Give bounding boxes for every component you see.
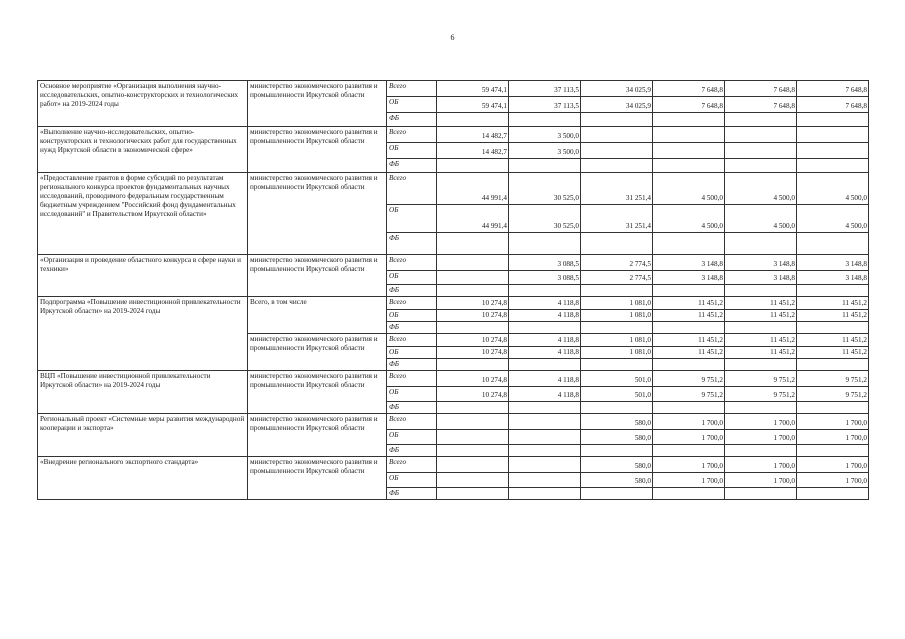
amount-cell: 4 118,8 xyxy=(509,387,581,402)
amount-cell xyxy=(509,488,581,500)
activity-name-cell: Региональный проект «Системные меры развития международной кооперации и экспорта» xyxy=(38,414,248,457)
amount-cell xyxy=(437,488,509,500)
executor-cell: министерство экономического развития и промышленности Иркутской области xyxy=(248,334,387,371)
amount-cell: 7 648,8 xyxy=(653,97,725,113)
funding-source-cell: ОБ xyxy=(387,271,437,285)
amount-cell: 11 451,2 xyxy=(797,297,869,310)
amount-cell: 1 700,0 xyxy=(725,457,797,473)
amount-cell: 9 751,2 xyxy=(653,371,725,387)
amount-cell xyxy=(509,359,581,371)
amount-cell: 7 648,8 xyxy=(653,81,725,97)
amount-cell: 3 148,8 xyxy=(725,271,797,285)
amount-cell xyxy=(653,159,725,173)
amount-cell: 10 274,8 xyxy=(437,297,509,310)
funding-source-cell: ОБ xyxy=(387,473,437,488)
table-row xyxy=(38,81,869,97)
funding-source-cell: Всего xyxy=(387,173,437,205)
amount-cell: 14 482,7 xyxy=(437,127,509,143)
amount-cell: 3 148,8 xyxy=(797,271,869,285)
amount-cell xyxy=(581,445,653,457)
amount-cell: 9 751,2 xyxy=(725,371,797,387)
amount-cell xyxy=(509,473,581,488)
funding-source-cell: ФБ xyxy=(387,402,437,414)
funding-source-cell: Всего xyxy=(387,297,437,310)
amount-cell: 580,0 xyxy=(581,457,653,473)
amount-cell: 10 274,8 xyxy=(437,334,509,347)
amount-cell: 11 451,2 xyxy=(725,310,797,322)
amount-cell xyxy=(725,143,797,159)
amount-cell: 7 648,8 xyxy=(797,97,869,113)
amount-cell xyxy=(725,445,797,457)
amount-cell xyxy=(437,159,509,173)
budget-table xyxy=(37,80,869,500)
amount-cell: 37 113,5 xyxy=(509,81,581,97)
amount-cell xyxy=(797,488,869,500)
amount-cell xyxy=(725,488,797,500)
amount-cell: 9 751,2 xyxy=(797,387,869,402)
amount-cell: 44 991,4 xyxy=(437,205,509,233)
amount-cell: 10 274,8 xyxy=(437,347,509,359)
amount-cell xyxy=(437,285,509,297)
amount-cell xyxy=(437,430,509,445)
executor-cell: министерство экономического развития и промышленности Иркутской области xyxy=(248,255,387,297)
funding-source-cell: ОБ xyxy=(387,143,437,159)
amount-cell: 10 274,8 xyxy=(437,371,509,387)
amount-cell: 11 451,2 xyxy=(653,297,725,310)
amount-cell: 4 500,0 xyxy=(653,205,725,233)
amount-cell: 4 118,8 xyxy=(509,310,581,322)
amount-cell xyxy=(509,285,581,297)
amount-cell: 4 118,8 xyxy=(509,347,581,359)
funding-source-cell: Всего xyxy=(387,457,437,473)
amount-cell xyxy=(437,457,509,473)
amount-cell: 7 648,8 xyxy=(725,81,797,97)
amount-cell: 4 500,0 xyxy=(797,173,869,205)
funding-source-cell: Всего xyxy=(387,81,437,97)
amount-cell xyxy=(797,113,869,127)
funding-source-cell: ОБ xyxy=(387,347,437,359)
amount-cell: 3 500,0 xyxy=(509,143,581,159)
funding-source-cell: ОБ xyxy=(387,97,437,113)
funding-source-cell: ФБ xyxy=(387,359,437,371)
funding-source-cell: ОБ xyxy=(387,310,437,322)
table-row xyxy=(38,371,869,387)
amount-cell xyxy=(725,233,797,255)
amount-cell xyxy=(797,285,869,297)
amount-cell: 9 751,2 xyxy=(653,387,725,402)
amount-cell xyxy=(437,255,509,271)
funding-source-cell: ФБ xyxy=(387,233,437,255)
amount-cell: 1 081,0 xyxy=(581,334,653,347)
amount-cell: 4 118,8 xyxy=(509,371,581,387)
funding-source-cell: Всего xyxy=(387,127,437,143)
amount-cell xyxy=(797,322,869,334)
amount-cell: 14 482,7 xyxy=(437,143,509,159)
activity-name-cell: «Предоставление грантов в форме субсидий по результатам регионального конкурса проектов фундаментальных научных исследований, проводимого федеральным государственным бюджетным учреждением "Российский фонд фундаментальных исследований" и Правительством Иркутской области» xyxy=(38,173,248,255)
amount-cell xyxy=(725,285,797,297)
activity-name-cell: Подпрограмма «Повышение инвестиционной привлекательности Иркутской области» на 2019-2024 годы xyxy=(38,297,248,371)
amount-cell: 30 525,0 xyxy=(509,205,581,233)
amount-cell xyxy=(797,233,869,255)
amount-cell: 1 700,0 xyxy=(797,457,869,473)
executor-cell: министерство экономического развития и промышленности Иркутской области xyxy=(248,414,387,457)
amount-cell xyxy=(653,488,725,500)
executor-cell: министерство экономического развития и промышленности Иркутской области xyxy=(248,371,387,414)
amount-cell xyxy=(437,322,509,334)
amount-cell xyxy=(653,285,725,297)
budget-table-body xyxy=(38,81,869,500)
table-row xyxy=(38,457,869,473)
amount-cell: 59 474,1 xyxy=(437,81,509,97)
amount-cell xyxy=(725,127,797,143)
amount-cell xyxy=(653,233,725,255)
amount-cell: 1 700,0 xyxy=(725,430,797,445)
executor-cell: министерство экономического развития и промышленности Иркутской области xyxy=(248,457,387,500)
amount-cell xyxy=(725,113,797,127)
amount-cell: 9 751,2 xyxy=(797,371,869,387)
amount-cell: 1 700,0 xyxy=(797,473,869,488)
amount-cell xyxy=(653,113,725,127)
amount-cell xyxy=(653,322,725,334)
amount-cell xyxy=(581,488,653,500)
amount-cell xyxy=(797,402,869,414)
amount-cell: 11 451,2 xyxy=(797,347,869,359)
table-row xyxy=(38,414,869,430)
amount-cell xyxy=(725,322,797,334)
amount-cell: 501,0 xyxy=(581,371,653,387)
amount-cell: 1 700,0 xyxy=(653,457,725,473)
amount-cell: 44 991,4 xyxy=(437,173,509,205)
amount-cell: 3 148,8 xyxy=(725,255,797,271)
amount-cell: 1 700,0 xyxy=(653,414,725,430)
executor-cell: министерство экономического развития и промышленности Иркутской области xyxy=(248,127,387,173)
amount-cell xyxy=(653,127,725,143)
amount-cell: 4 500,0 xyxy=(653,173,725,205)
amount-cell xyxy=(437,359,509,371)
amount-cell: 11 451,2 xyxy=(725,334,797,347)
amount-cell: 31 251,4 xyxy=(581,173,653,205)
amount-cell: 1 081,0 xyxy=(581,297,653,310)
amount-cell xyxy=(797,159,869,173)
amount-cell: 59 474,1 xyxy=(437,97,509,113)
amount-cell xyxy=(437,473,509,488)
amount-cell xyxy=(437,113,509,127)
amount-cell xyxy=(581,359,653,371)
amount-cell: 30 525,0 xyxy=(509,173,581,205)
funding-source-cell: Всего xyxy=(387,371,437,387)
table-row xyxy=(38,297,869,310)
amount-cell xyxy=(725,402,797,414)
amount-cell: 1 700,0 xyxy=(653,430,725,445)
amount-cell: 501,0 xyxy=(581,387,653,402)
amount-cell xyxy=(581,159,653,173)
amount-cell: 4 500,0 xyxy=(797,205,869,233)
amount-cell: 2 774,5 xyxy=(581,271,653,285)
funding-source-cell: ОБ xyxy=(387,430,437,445)
activity-name-cell: «Внедрение регионального экспортного стандарта» xyxy=(38,457,248,500)
funding-source-cell: Всего xyxy=(387,255,437,271)
activity-name-cell: Основное мероприятие «Организация выполнения научно-исследовательских, опытно-конструкторских и технологических работ» на 2019-2024 годы xyxy=(38,81,248,127)
funding-source-cell: ФБ xyxy=(387,285,437,297)
activity-name-cell: ВЦП «Повышение инвестиционной привлекательности Иркутской области» на 2019-2024 годы xyxy=(38,371,248,414)
amount-cell xyxy=(509,113,581,127)
amount-cell: 3 500,0 xyxy=(509,127,581,143)
amount-cell xyxy=(509,457,581,473)
amount-cell: 580,0 xyxy=(581,473,653,488)
amount-cell: 4 500,0 xyxy=(725,205,797,233)
amount-cell xyxy=(797,445,869,457)
amount-cell: 31 251,4 xyxy=(581,205,653,233)
amount-cell: 1 700,0 xyxy=(725,473,797,488)
amount-cell: 4 500,0 xyxy=(725,173,797,205)
amount-cell: 11 451,2 xyxy=(653,334,725,347)
executor-cell: министерство экономического развития и промышленности Иркутской области xyxy=(248,81,387,127)
amount-cell xyxy=(509,402,581,414)
activity-name-cell: «Организация и проведение областного конкурса в сфере науки и техники» xyxy=(38,255,248,297)
amount-cell xyxy=(509,322,581,334)
amount-cell xyxy=(653,359,725,371)
funding-source-cell: ФБ xyxy=(387,445,437,457)
funding-source-cell: Всего xyxy=(387,414,437,430)
funding-source-cell: ФБ xyxy=(387,113,437,127)
amount-cell: 11 451,2 xyxy=(653,347,725,359)
amount-cell xyxy=(797,143,869,159)
funding-source-cell: ОБ xyxy=(387,387,437,402)
amount-cell xyxy=(653,445,725,457)
amount-cell: 11 451,2 xyxy=(653,310,725,322)
amount-cell: 580,0 xyxy=(581,430,653,445)
amount-cell xyxy=(509,430,581,445)
table-row xyxy=(38,173,869,205)
amount-cell xyxy=(509,159,581,173)
amount-cell: 3 088,5 xyxy=(509,255,581,271)
amount-cell: 1 081,0 xyxy=(581,310,653,322)
amount-cell: 11 451,2 xyxy=(797,310,869,322)
activity-name-cell: «Выполнение научно-исследовательских, опытно-конструкторских и технологических работ для государственных нужд Иркутской области в экономической сфере» xyxy=(38,127,248,173)
table-row xyxy=(38,127,869,143)
executor-cell: Всего, в том числе xyxy=(248,297,387,334)
amount-cell xyxy=(437,402,509,414)
amount-cell xyxy=(653,143,725,159)
amount-cell xyxy=(437,271,509,285)
amount-cell: 11 451,2 xyxy=(797,334,869,347)
executor-cell: министерство экономического развития и промышленности Иркутской области xyxy=(248,173,387,255)
amount-cell: 11 451,2 xyxy=(725,297,797,310)
amount-cell: 3 148,8 xyxy=(653,271,725,285)
amount-cell xyxy=(509,445,581,457)
amount-cell: 10 274,8 xyxy=(437,387,509,402)
amount-cell xyxy=(581,285,653,297)
amount-cell xyxy=(581,113,653,127)
amount-cell xyxy=(581,127,653,143)
amount-cell: 1 700,0 xyxy=(653,473,725,488)
amount-cell xyxy=(581,233,653,255)
amount-cell: 37 113,5 xyxy=(509,97,581,113)
amount-cell: 4 118,8 xyxy=(509,334,581,347)
table-row xyxy=(38,255,869,271)
amount-cell: 1 700,0 xyxy=(797,430,869,445)
amount-cell xyxy=(509,233,581,255)
amount-cell: 3 088,5 xyxy=(509,271,581,285)
amount-cell xyxy=(581,402,653,414)
amount-cell: 9 751,2 xyxy=(725,387,797,402)
amount-cell: 11 451,2 xyxy=(725,347,797,359)
amount-cell xyxy=(797,359,869,371)
amount-cell xyxy=(653,402,725,414)
amount-cell: 2 774,5 xyxy=(581,255,653,271)
amount-cell xyxy=(437,445,509,457)
amount-cell: 1 081,0 xyxy=(581,347,653,359)
funding-source-cell: ФБ xyxy=(387,488,437,500)
page-number: 6 xyxy=(450,33,455,42)
funding-source-cell: ОБ xyxy=(387,205,437,233)
amount-cell: 10 274,8 xyxy=(437,310,509,322)
amount-cell xyxy=(797,127,869,143)
amount-cell: 34 025,9 xyxy=(581,81,653,97)
funding-source-cell: ФБ xyxy=(387,322,437,334)
amount-cell xyxy=(509,414,581,430)
amount-cell: 7 648,8 xyxy=(725,97,797,113)
amount-cell: 1 700,0 xyxy=(725,414,797,430)
amount-cell: 3 148,8 xyxy=(653,255,725,271)
amount-cell: 3 148,8 xyxy=(797,255,869,271)
funding-source-cell: Всего xyxy=(387,334,437,347)
amount-cell xyxy=(437,233,509,255)
amount-cell: 4 118,8 xyxy=(509,297,581,310)
amount-cell xyxy=(581,143,653,159)
amount-cell xyxy=(437,414,509,430)
amount-cell: 1 700,0 xyxy=(797,414,869,430)
amount-cell xyxy=(725,359,797,371)
amount-cell: 34 025,9 xyxy=(581,97,653,113)
amount-cell: 580,0 xyxy=(581,414,653,430)
amount-cell xyxy=(581,322,653,334)
amount-cell: 7 648,8 xyxy=(797,81,869,97)
amount-cell xyxy=(725,159,797,173)
funding-source-cell: ФБ xyxy=(387,159,437,173)
